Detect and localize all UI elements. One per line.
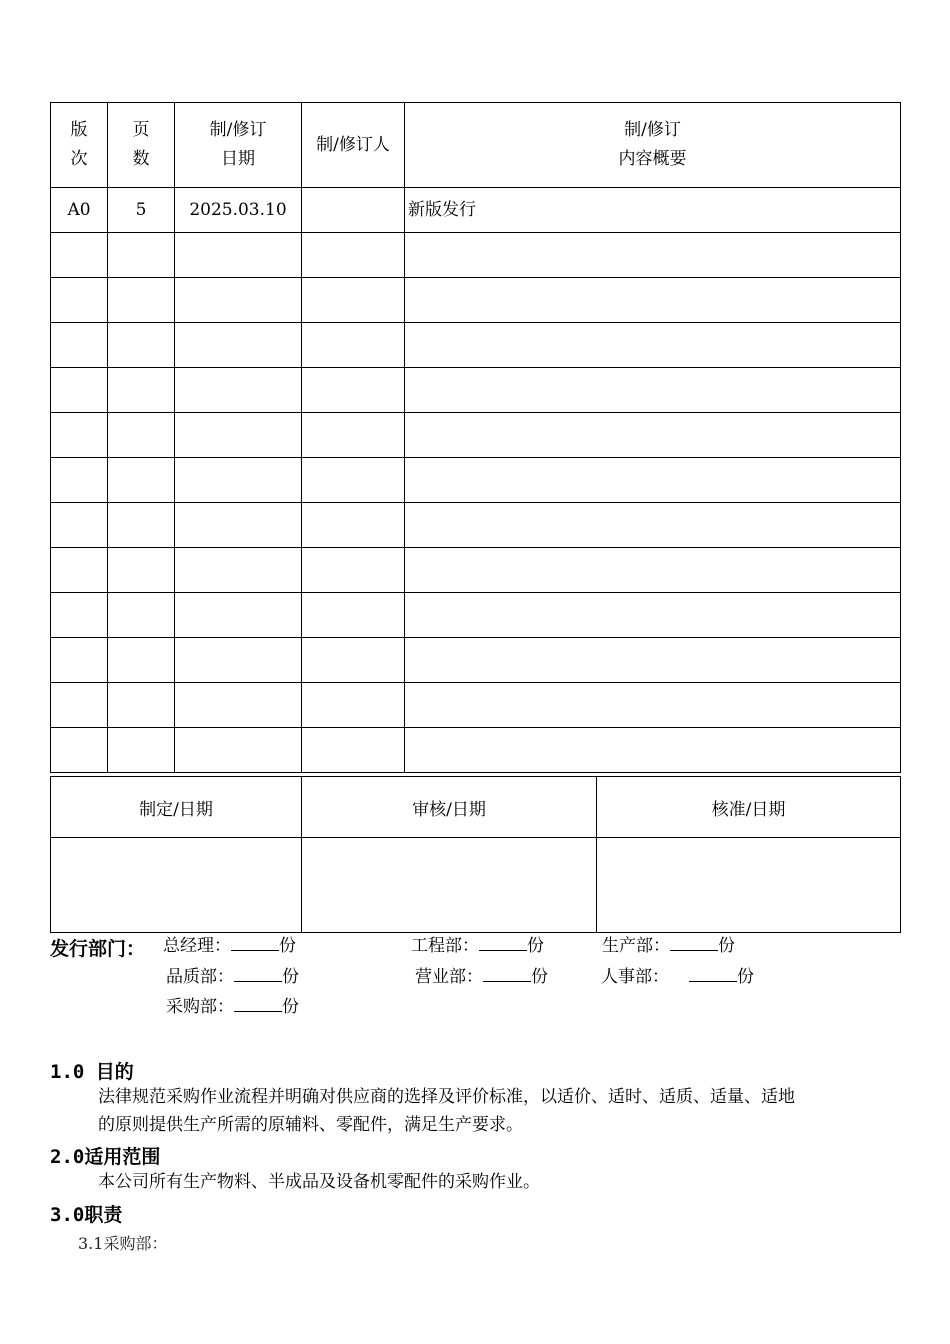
signoff-table	[50, 776, 901, 933]
cell-summary	[405, 503, 901, 548]
header-summary: 制/修订 内容概要	[405, 103, 901, 188]
cell-summary	[405, 323, 901, 368]
table-row	[51, 638, 901, 683]
cell-date	[175, 728, 302, 773]
cell-pages	[108, 548, 175, 593]
table-row	[51, 548, 901, 593]
copies-blank	[483, 965, 531, 982]
table-row	[51, 368, 901, 413]
copies-blank	[479, 934, 527, 951]
table-row	[51, 683, 901, 728]
dist-purchasing: 采购部： 份	[166, 997, 299, 1017]
section-3-heading: 3.0职责	[50, 1204, 123, 1226]
table-row	[51, 503, 901, 548]
cell-pages	[108, 233, 175, 278]
cell-version	[51, 278, 108, 323]
cell-version: A0	[51, 188, 108, 233]
section-1-line-1: 法律规范采购作业流程并明确对供应商的选择及评价标准，以适价、适时、适质、适量、适地	[98, 1087, 795, 1107]
cell-version	[51, 368, 108, 413]
section-1-line-2: 的原则提供生产所需的原辅料、零配件，满足生产要求。	[98, 1115, 523, 1135]
revision-table-header	[51, 103, 901, 188]
cell-date	[175, 683, 302, 728]
approved-signature-box	[597, 838, 901, 933]
revision-history-table	[50, 102, 901, 773]
dist-sales: 营业部： 份	[415, 967, 548, 987]
cell-version	[51, 728, 108, 773]
copies-blank	[234, 965, 282, 982]
cell-pages	[108, 638, 175, 683]
cell-pages	[108, 728, 175, 773]
cell-author	[302, 593, 405, 638]
cell-summary	[405, 458, 901, 503]
table-row	[51, 728, 901, 773]
cell-pages: 5	[108, 188, 175, 233]
cell-author	[302, 548, 405, 593]
cell-author	[302, 728, 405, 773]
table-row	[51, 593, 901, 638]
table-row	[51, 188, 901, 233]
cell-version	[51, 683, 108, 728]
cell-pages	[108, 593, 175, 638]
cell-summary	[405, 593, 901, 638]
cell-summary	[405, 368, 901, 413]
cell-date	[175, 233, 302, 278]
prepared-date-label: 制定/日期	[51, 777, 302, 838]
cell-pages	[108, 683, 175, 728]
cell-date	[175, 503, 302, 548]
cell-summary	[405, 233, 901, 278]
cell-author	[302, 188, 405, 233]
cell-version	[51, 413, 108, 458]
cell-author	[302, 323, 405, 368]
cell-author	[302, 458, 405, 503]
dist-engineering: 工程部： 份	[411, 936, 544, 956]
cell-date	[175, 368, 302, 413]
copies-blank	[231, 934, 279, 951]
cell-summary	[405, 278, 901, 323]
header-version: 版 次	[51, 103, 108, 188]
dist-gm: 总经理： 份	[163, 936, 296, 956]
cell-date	[175, 548, 302, 593]
dist-production: 生产部： 份	[602, 936, 735, 956]
copies-blank	[689, 965, 737, 982]
revision-table-body	[51, 188, 901, 773]
table-row	[51, 413, 901, 458]
copies-blank	[670, 934, 718, 951]
distribution-title: 发行部门：	[50, 938, 146, 960]
table-row	[51, 323, 901, 368]
cell-summary	[405, 638, 901, 683]
cell-summary	[405, 548, 901, 593]
cell-pages	[108, 458, 175, 503]
cell-version	[51, 233, 108, 278]
cell-pages	[108, 413, 175, 458]
cell-summary: 新版发行	[405, 188, 901, 233]
cell-version	[51, 458, 108, 503]
approved-date-label: 核准/日期	[597, 777, 901, 838]
section-2-text: 本公司所有生产物料、半成品及设备机零配件的采购作业。	[98, 1172, 540, 1192]
header-date: 制/修订 日期	[175, 103, 302, 188]
section-2-heading: 2.0适用范围	[50, 1146, 161, 1168]
cell-pages	[108, 278, 175, 323]
cell-pages	[108, 503, 175, 548]
dist-hr: 人事部： 份	[601, 967, 754, 987]
cell-version	[51, 638, 108, 683]
cell-version	[51, 323, 108, 368]
table-row	[51, 458, 901, 503]
reviewed-date-label: 审核/日期	[302, 777, 597, 838]
cell-summary	[405, 683, 901, 728]
cell-author	[302, 638, 405, 683]
section-3-1-heading: 3.1采购部：	[78, 1234, 168, 1253]
table-row	[51, 233, 901, 278]
cell-version	[51, 593, 108, 638]
cell-version	[51, 503, 108, 548]
header-pages: 页 数	[108, 103, 175, 188]
cell-author	[302, 278, 405, 323]
cell-date: 2025.03.10	[175, 188, 302, 233]
cell-date	[175, 278, 302, 323]
prepared-signature-box	[51, 838, 302, 933]
cell-date	[175, 458, 302, 503]
cell-date	[175, 323, 302, 368]
table-row	[51, 278, 901, 323]
copies-blank	[234, 995, 282, 1012]
cell-version	[51, 548, 108, 593]
cell-pages	[108, 323, 175, 368]
cell-summary	[405, 413, 901, 458]
cell-author	[302, 368, 405, 413]
cell-author	[302, 413, 405, 458]
cell-author	[302, 683, 405, 728]
cell-author	[302, 503, 405, 548]
section-1-heading: 1.0 目的	[50, 1061, 134, 1083]
cell-pages	[108, 368, 175, 413]
cell-date	[175, 638, 302, 683]
cell-date	[175, 593, 302, 638]
header-author: 制/修订人	[302, 103, 405, 188]
cell-summary	[405, 728, 901, 773]
cell-date	[175, 413, 302, 458]
reviewed-signature-box	[302, 838, 597, 933]
dist-quality: 品质部： 份	[166, 967, 299, 987]
cell-author	[302, 233, 405, 278]
